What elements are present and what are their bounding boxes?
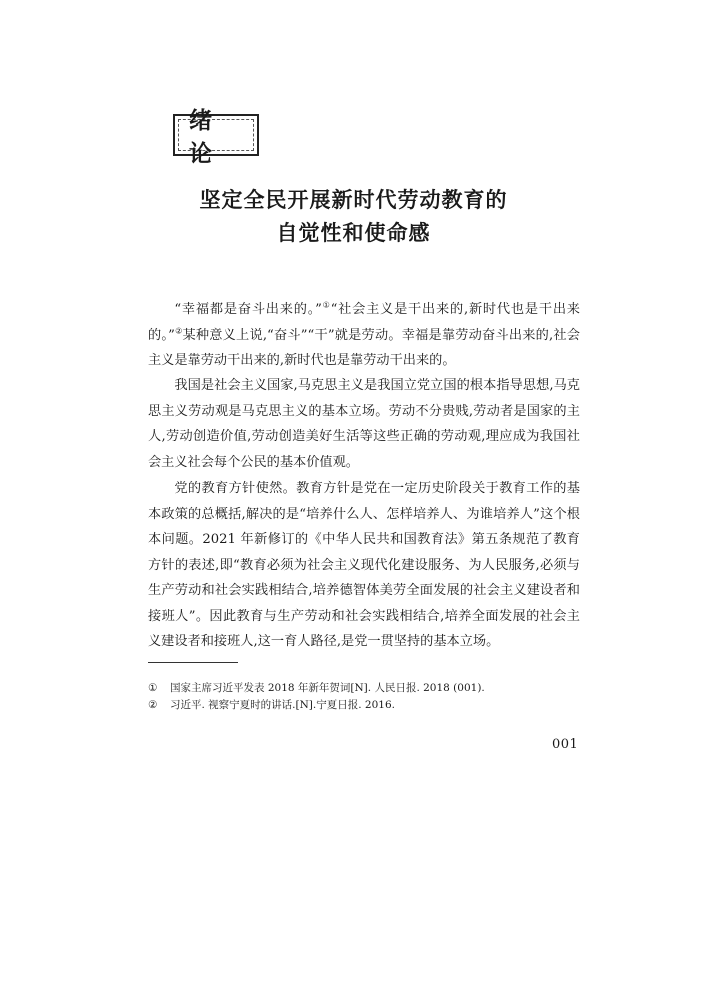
footnote-2-text: 习近平. 视察宁夏时的讲话.[N].宁夏日报. 2016.: [170, 699, 395, 711]
paragraph-2: 我国是社会主义国家,马克思主义是我国立党立国的根本指导思想,马克思主义劳动观是马克思主义的基本立场。劳动不分贵贱,劳动者是国家的主人,劳动创造价值,劳动创造美好生活等这些正确的劳动观,理应成为我国社会主义社会每个公民的基本价值观。: [148, 378, 580, 470]
footnote-divider: [148, 662, 238, 663]
footnote-2-mark: ②: [148, 699, 158, 711]
paragraph-3: 党的教育方针使然。教育方针是党在一定历史阶段关于教育工作的基本政策的总概括,解决的是“培养什么人、怎样培养人、为谁培养人”这个根本问题。2021 年新修订的《中华人民共和国教育法》第五条规范了教育方针的表述,即“教育必须为社会主义现代化建设服务、为人民服务,必须与生产劳动和社会实践相结合,培养德智体美劳全面发展的社会主义建设者和接班人”。因此教育与生产劳动和社会实践相结合,培养全面发展的社会主义建设者和接班人,这一育人路径,是党一贯坚持的基本立场。: [148, 481, 580, 649]
paragraph-1-quote-2: “社会主义是干出来的,新时代也是干出来的。”: [148, 302, 580, 343]
section-label-box: [173, 108, 259, 167]
footnote-1-text: 国家主席习近平发表 2018 年新年贺词[N]. 人民日报. 2018 (001).: [170, 682, 485, 694]
footnote-1: [148, 680, 485, 696]
footnote-ref-1[interactable]: ①: [321, 300, 331, 310]
paragraph-1: [148, 297, 580, 374]
section-label: 绪 论: [189, 108, 226, 167]
chapter-title-line-1: 坚定全民开展新时代劳动教育的: [199, 188, 508, 212]
page-number: 001: [552, 737, 579, 752]
footnote-2: [148, 697, 395, 713]
footnote-ref-2[interactable]: ②: [174, 326, 183, 336]
paragraph-1-quote-1: “幸福都是奋斗出来的。”: [174, 302, 322, 317]
chapter-title-line-2: 自觉性和使命感: [276, 221, 431, 245]
paragraph-1-rest: 某种意义上说,“奋斗”“干”就是劳动。幸福是靠劳动奋斗出来的,社会主义是靠劳动干出来的,新时代也是靠劳动干出来的。: [148, 327, 580, 368]
footnote-1-mark: ①: [148, 682, 158, 694]
